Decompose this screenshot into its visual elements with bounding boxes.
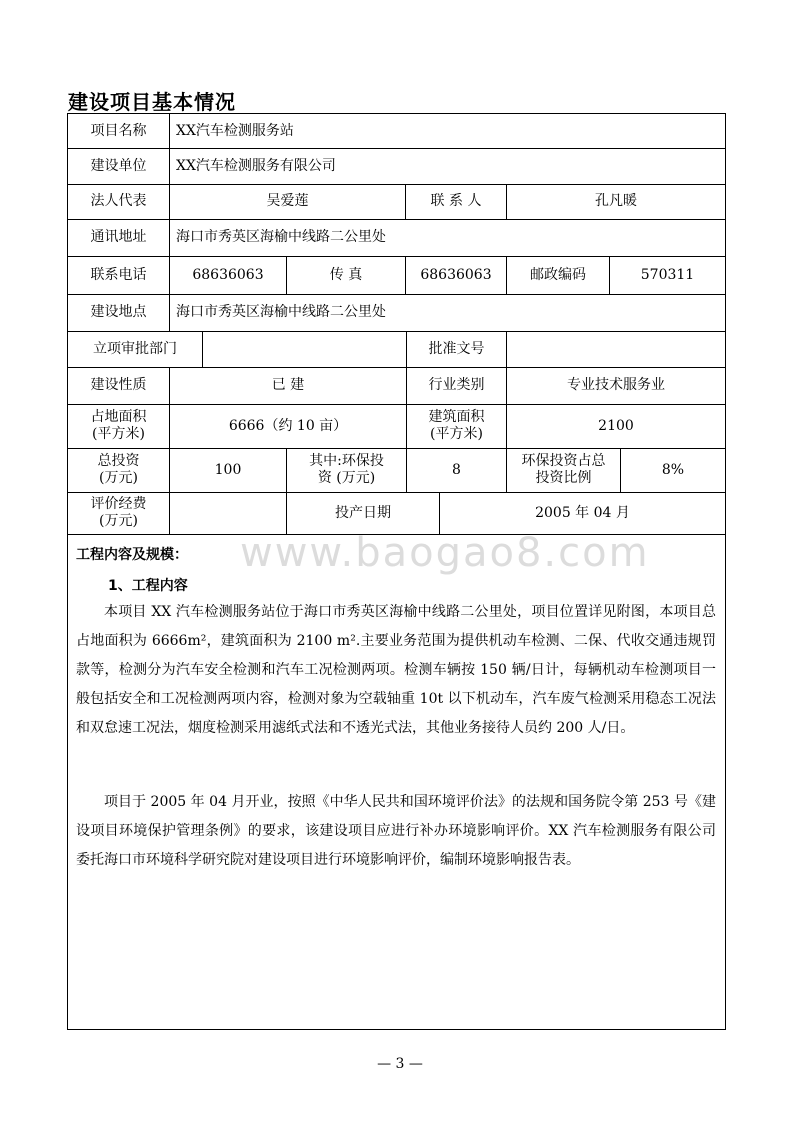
approval-doc-value [507, 331, 725, 367]
env-invest-label-line2: 资 (万元) [317, 470, 376, 486]
build-area-value: 2100 [598, 417, 634, 434]
env-ratio-label-line1: 环保投资占总 [521, 453, 606, 469]
builder-label: 建设单位 [68, 148, 170, 184]
contact-label: 联 系 人 [406, 184, 507, 219]
env-invest-value: 8 [407, 448, 507, 492]
site-value: 海口市秀英区海榆中线路二公里处 [176, 304, 386, 320]
page-title: 建设项目基本情况 [68, 90, 236, 114]
land-area-label-line1: 占地面积 [90, 409, 147, 425]
nature-label: 建设性质 [68, 367, 170, 404]
env-ratio-label [507, 448, 621, 492]
eval-fee-label-line1: 评价经费 [90, 496, 147, 512]
fax-label: 传 真 [287, 256, 406, 294]
approval-dept-value [203, 331, 407, 367]
builder-value: XX汽车检测服务有限公司 [176, 157, 336, 174]
section-title: 工程内容及规模： [76, 547, 188, 563]
invest-label [68, 448, 170, 492]
content-paragraph-2: 项目于 2005 年 04 月开业，按照《中华人民共和国环境评价法》的法规和国务院令第 253 号《建设项目环境保护管理条例》的要求，该建设项目应进行补办环境影响评价。XX 汽车检测服务有限公司委托海口市环境科学研究院对建设项目进行环境影响评价，编制环境影响报告表。 [76, 794, 716, 868]
eval-fee-value [170, 492, 287, 534]
build-area-label-line2: (平方米) [430, 426, 483, 442]
project-name-label: 项目名称 [68, 114, 170, 148]
invest-value: 100 [170, 448, 287, 492]
legal-rep-label: 法人代表 [68, 184, 170, 219]
eval-fee-label [68, 492, 170, 534]
build-area-label-line1: 建筑面积 [428, 409, 485, 425]
nature-value: 已 建 [170, 367, 407, 404]
site-label: 建设地点 [68, 294, 170, 331]
watermark: www.baogao8.com [240, 530, 650, 576]
project-name-value: XX汽车检测服务站 [176, 122, 294, 139]
env-invest-label [287, 448, 407, 492]
page-number: — 3 — [377, 1056, 423, 1072]
address-value: 海口市秀英区海榆中线路二公里处 [176, 229, 386, 245]
eval-fee-label-line2: (万元) [99, 513, 138, 529]
land-area-label-line2: (平方米) [92, 426, 145, 442]
land-area-label [68, 404, 170, 448]
env-invest-label-line1: 其中:环保投 [309, 453, 384, 469]
env-ratio-value: 8% [661, 461, 685, 478]
prod-date-value: 2005 年 04 月 [535, 504, 630, 521]
approval-doc-label: 批准文号 [407, 331, 507, 367]
postal-value: 570311 [640, 266, 695, 283]
build-area-label [407, 404, 507, 448]
sub-title: 1、工程内容 [108, 578, 188, 594]
postal-label: 邮政编码 [507, 256, 610, 294]
approval-dept-label: 立项审批部门 [68, 331, 203, 367]
fax-value: 68636063 [406, 256, 507, 294]
content-paragraph-1: 本项目 XX 汽车检测服务站位于海口市秀英区海榆中线路二公里处，项目位置详见附图，本项目总占地面积为 6666m²，建筑面积为 2100 m².主要业务范围为提供机动车检测、二保、代收交通违规罚款等，检测分为汽车安全检测和汽车工况检测两项。检测车辆按 150 辆/日计，每辆机动车检测项目一般包括安全和工况检测两项内容，检测对象为空载轴重 10t 以下机动车，汽车废气检测采用稳态工况法和双怠速工况法，烟度检测采用滤纸式法和不透光式法，其他业务接待人员约 200 人/日。 [76, 604, 716, 736]
land-area-value: 6666（约 10 亩） [170, 404, 407, 448]
industry-value: 专业技术服务业 [567, 377, 665, 393]
address-label: 通讯地址 [68, 219, 170, 256]
contact-value: 孔凡暖 [595, 193, 637, 209]
legal-rep-value: 吴爱莲 [170, 184, 406, 219]
env-ratio-label-line2: 投资比例 [535, 470, 592, 486]
phone-value: 68636063 [170, 256, 287, 294]
invest-label-line2: (万元) [99, 470, 138, 486]
prod-date-label: 投产日期 [287, 492, 440, 534]
industry-label: 行业类别 [407, 367, 507, 404]
phone-label: 联系电话 [68, 256, 170, 294]
invest-label-line1: 总投资 [97, 453, 140, 469]
